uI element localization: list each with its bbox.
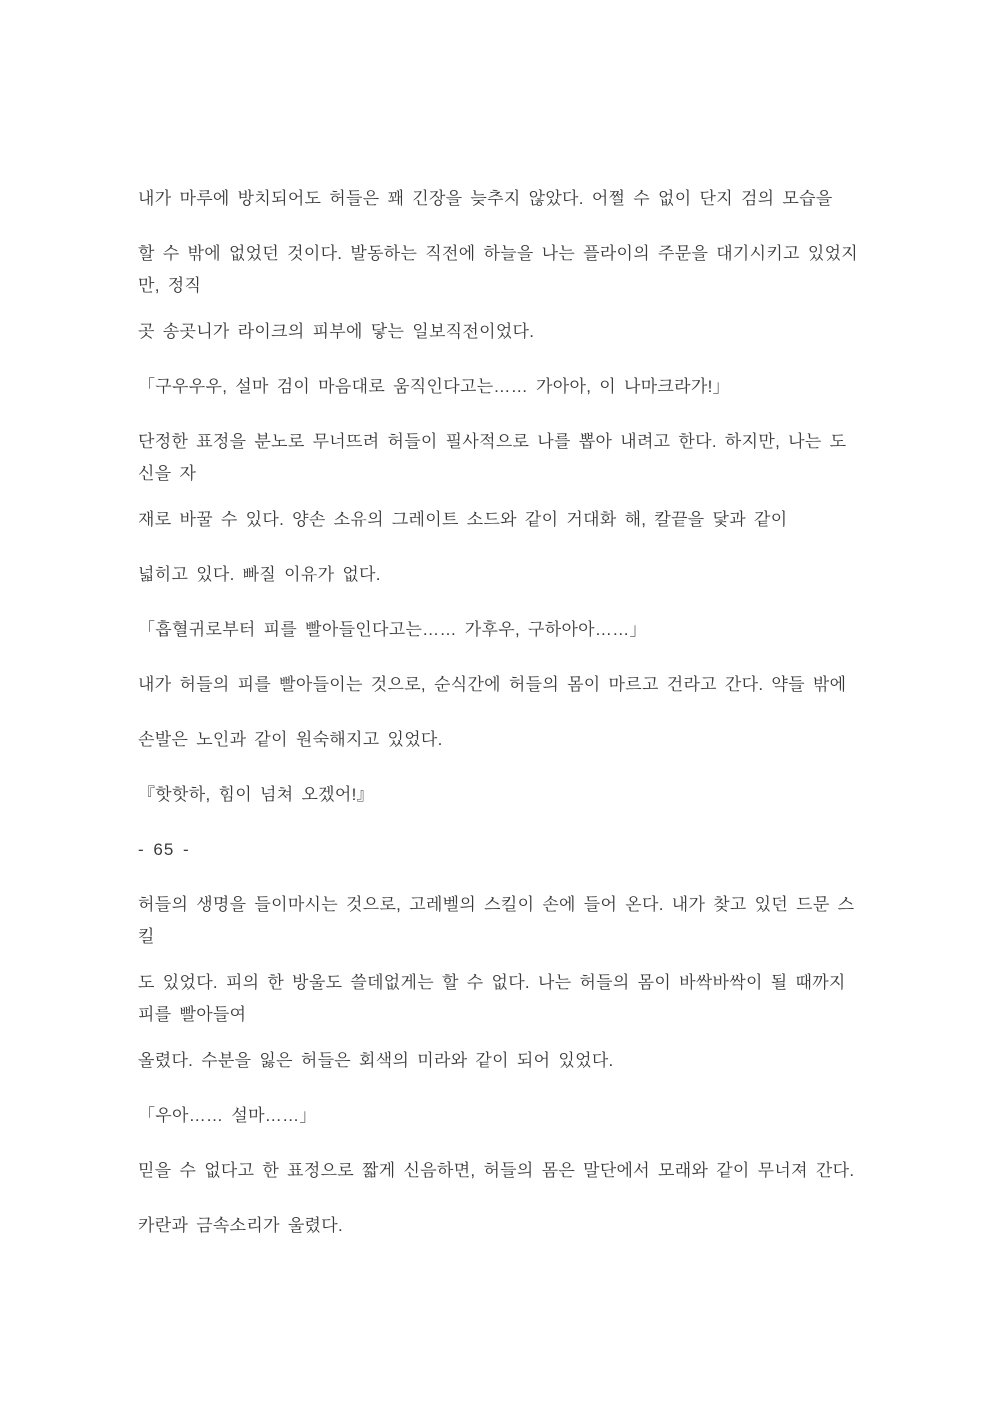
paragraph-14 (138, 1045, 857, 1077)
text-line: 올렸다. 수분을 잃은 허들은 회색의 미라와 같이 되어 있었다. (138, 1051, 614, 1070)
paragraph-8-dialogue (138, 614, 857, 646)
paragraph-17 (138, 1210, 857, 1242)
text-line: 도 있었다. 피의 한 방울도 쓸데없게는 할 수 없다. 나는 허들의 몸이 바싹바싹이 될 때까지 (138, 973, 846, 992)
paragraph-11-dialogue (138, 779, 857, 811)
page-number (138, 834, 857, 866)
paragraph-5 (138, 426, 857, 490)
paragraph-2 (138, 238, 857, 302)
text-line: 킬 (138, 927, 155, 946)
paragraph-6 (138, 504, 857, 536)
text-line: 신을 자 (138, 464, 197, 483)
text-line: 넓히고 있다. 빠질 이유가 없다. (138, 565, 381, 584)
text-line: 믿을 수 없다고 한 표정으로 짧게 신음하면, 허들의 몸은 말단에서 모래와 같이 무너져 간다. (138, 1161, 855, 1180)
text-line: 카란과 금속소리가 울렸다. (138, 1216, 344, 1235)
paragraph-16 (138, 1155, 857, 1187)
paragraph-1 (138, 183, 857, 215)
text-line: 「구우우우, 설마 검이 마음대로 움직인다고는…… 가아아, 이 나마크라가!」 (138, 377, 730, 396)
text-line: 내가 허들의 피를 빨아들이는 것으로, 순식간에 허들의 몸이 마르고 건라고 간다. 약들 밖에 (138, 675, 847, 694)
text-line: 『핫핫하, 힘이 넘쳐 오겠어!』 (138, 785, 374, 804)
text-line: 곳 송곳니가 라이크의 피부에 닿는 일보직전이었다. (138, 322, 535, 341)
text-line: 재로 바꿀 수 있다. 양손 소유의 그레이트 소드와 같이 거대화 해, 칼끝을 닻과 같이 (138, 510, 788, 529)
paragraph-7 (138, 559, 857, 591)
text-line: 「흡혈귀로부터 피를 빨아들인다고는…… 가후우, 구하아아……」 (138, 620, 647, 639)
paragraph-3 (138, 316, 857, 348)
text-line: 손발은 노인과 같이 원숙해지고 있었다. (138, 730, 443, 749)
paragraph-10 (138, 724, 857, 756)
paragraph-13 (138, 967, 857, 1031)
page-number-label: - 65 - (138, 840, 190, 859)
text-line: 할 수 밖에 없었던 것이다. 발동하는 직전에 하늘을 나는 플라이의 주문을 대기시키고 있었지 (138, 244, 859, 263)
text-line: 단정한 표정을 분노로 무너뜨려 허들이 필사적으로 나를 뽑아 내려고 한다. 하지만, 나는 도 (138, 432, 847, 451)
paragraph-4-dialogue (138, 371, 857, 403)
paragraph-9 (138, 669, 857, 701)
text-line: 「우아…… 설마……」 (138, 1106, 317, 1125)
paragraph-12 (138, 889, 857, 953)
paragraph-15-dialogue (138, 1100, 857, 1132)
text-line: 피를 빨아들여 (138, 1005, 247, 1024)
text-line: 만, 정직 (138, 276, 202, 295)
text-line: 내가 마루에 방치되어도 허들은 꽤 긴장을 늦추지 않았다. 어쩔 수 없이 단지 검의 모습을 (138, 189, 833, 208)
text-line: 허들의 생명을 들이마시는 것으로, 고레벨의 스킬이 손에 들어 온다. 내가 찾고 있던 드문 스 (138, 895, 855, 914)
